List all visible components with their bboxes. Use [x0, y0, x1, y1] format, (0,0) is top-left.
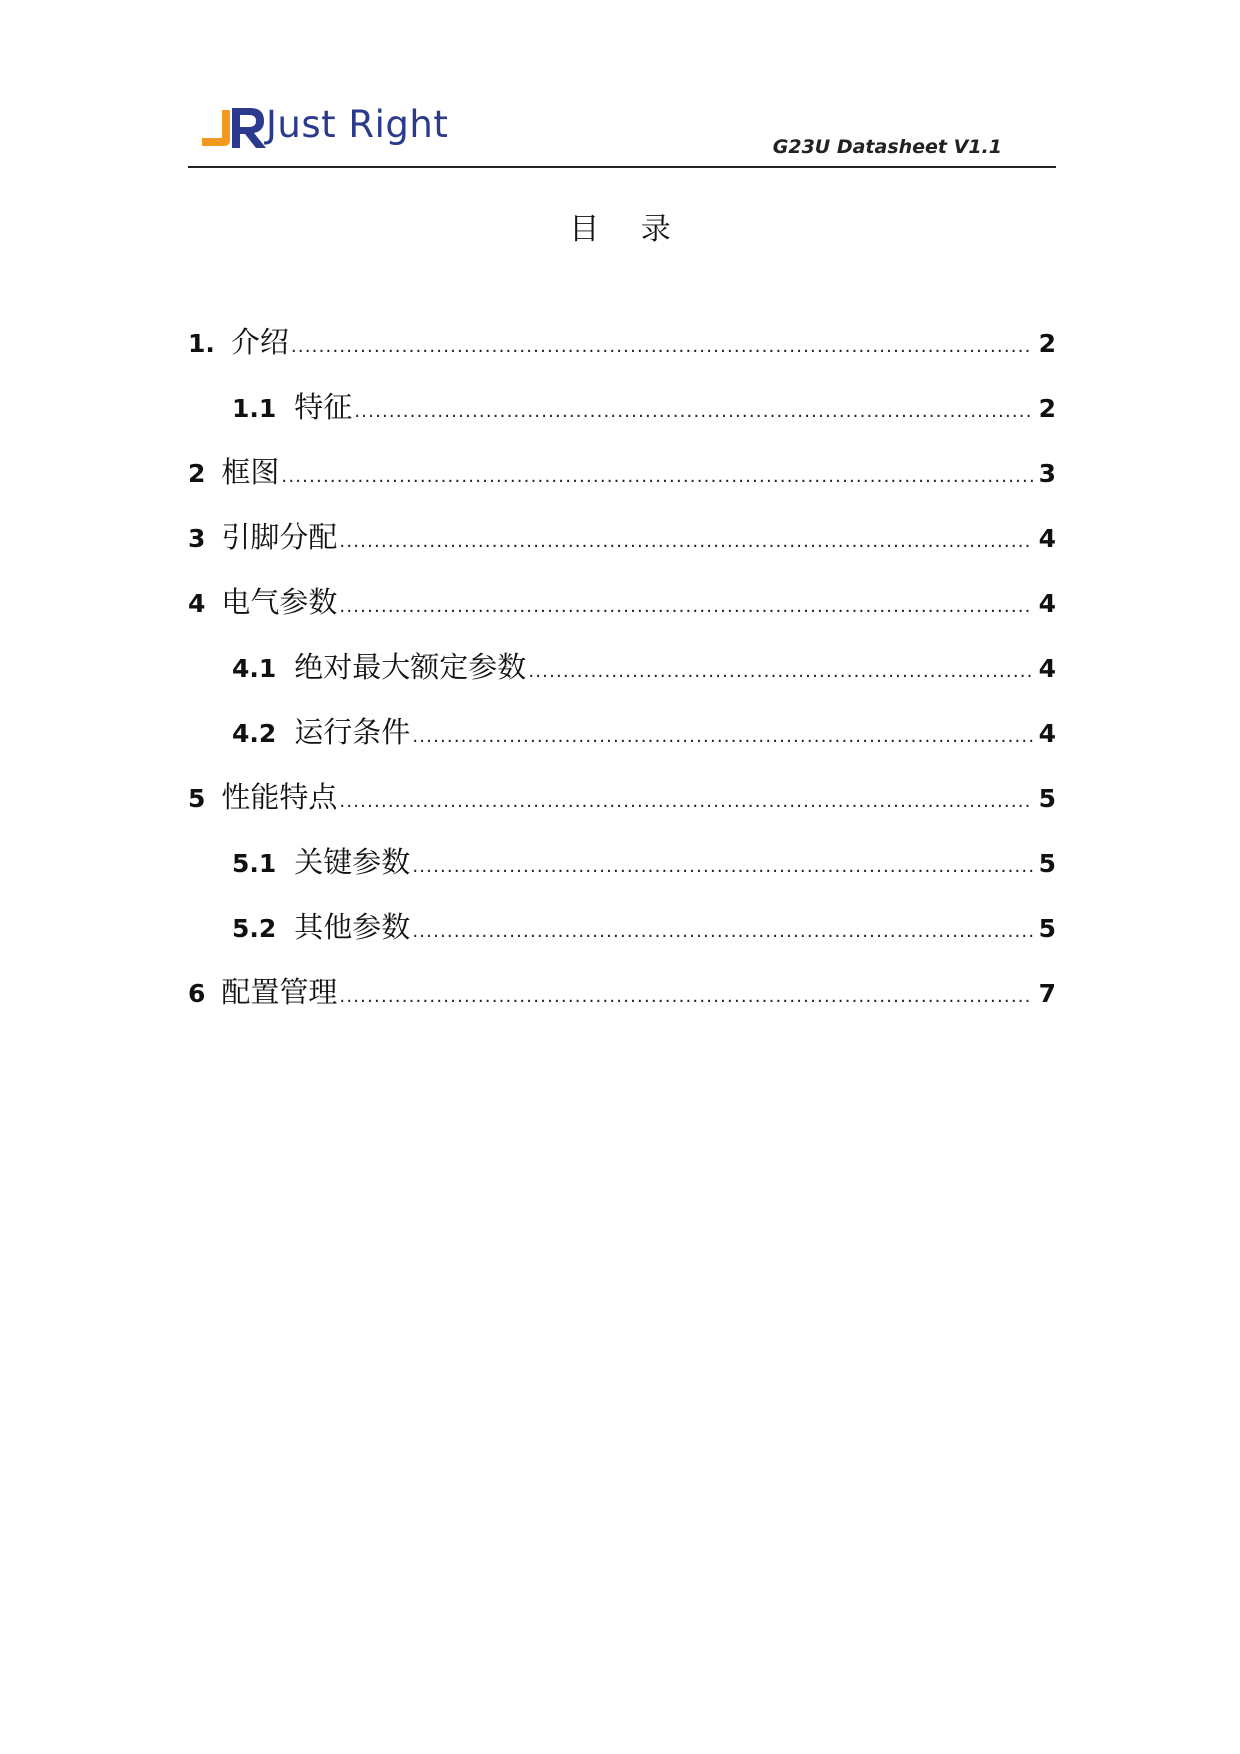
toc-entry-page: 5: [1038, 849, 1056, 878]
toc-entry-number: 1.1: [232, 394, 277, 423]
toc-entry-title: 配置管理: [221, 975, 338, 1009]
toc-dot-leader: [281, 457, 1032, 497]
toc-entry-number: 5.2: [232, 914, 277, 943]
toc-entry-number: 4.2: [232, 719, 277, 748]
toc-entry-page: 3: [1038, 459, 1056, 488]
brand-name: Just Right: [266, 103, 449, 146]
toc-entry-title: 电气参数: [221, 585, 338, 619]
toc-entry-page: 5: [1038, 914, 1056, 943]
just-right-logo-icon: [198, 104, 270, 152]
toc-entry-page: 7: [1038, 979, 1056, 1008]
toc-dot-leader: [339, 977, 1032, 1017]
toc-dot-leader: [339, 522, 1032, 562]
toc-entry-number: 5.1: [232, 849, 277, 878]
toc-entry[interactable]: [188, 907, 1056, 972]
toc-dot-leader: [339, 782, 1032, 822]
toc-entry-page: 4: [1038, 589, 1056, 618]
toc-entry[interactable]: [188, 387, 1056, 452]
toc-entry[interactable]: [188, 452, 1056, 517]
toc-entry-number: 4.1: [232, 654, 277, 683]
toc-entry-number: 4: [188, 589, 206, 618]
toc-entry-page: 4: [1038, 719, 1056, 748]
toc-entry-page: 2: [1038, 394, 1056, 423]
document-id: G23U Datasheet V1.1: [772, 136, 1002, 158]
toc-entry[interactable]: [188, 712, 1056, 777]
toc-entry-title: 绝对最大额定参数: [294, 650, 527, 684]
toc-dot-leader: [412, 717, 1032, 757]
toc-entry[interactable]: [188, 777, 1056, 842]
toc-entry-title: 框图: [221, 455, 280, 489]
toc-dot-leader: [412, 847, 1032, 887]
toc-title: 目 录: [569, 212, 687, 247]
toc-entry[interactable]: [188, 582, 1056, 647]
toc-entry-page: 5: [1038, 784, 1056, 813]
table-of-contents: [188, 322, 1056, 1037]
toc-entry-number: 5: [188, 784, 206, 813]
toc-entry-title: 引脚分配: [221, 520, 338, 554]
toc-entry-title: 介绍: [230, 325, 289, 359]
toc-dot-leader: [528, 652, 1032, 692]
toc-entry-page: 2: [1038, 329, 1056, 358]
toc-entry[interactable]: [188, 972, 1056, 1037]
toc-entry-number: 2: [188, 459, 206, 488]
toc-entry-page: 4: [1038, 654, 1056, 683]
toc-dot-leader: [354, 392, 1032, 432]
toc-entry[interactable]: [188, 322, 1056, 387]
toc-entry-title: 其他参数: [294, 910, 411, 944]
toc-entry-number: 1.: [188, 329, 215, 358]
toc-entry[interactable]: [188, 517, 1056, 582]
toc-dot-leader: [339, 587, 1032, 627]
page-header: [188, 98, 1056, 168]
toc-entry-title: 特征: [294, 390, 353, 424]
toc-dot-leader: [291, 327, 1033, 367]
toc-entry-title: 运行条件: [294, 715, 411, 749]
toc-dot-leader: [412, 912, 1032, 952]
toc-entry-number: 3: [188, 524, 206, 553]
toc-entry[interactable]: [188, 647, 1056, 712]
toc-entry-title: 性能特点: [221, 780, 338, 814]
toc-entry-number: 6: [188, 979, 206, 1008]
toc-entry-page: 4: [1038, 524, 1056, 553]
toc-entry-title: 关键参数: [294, 845, 411, 879]
toc-entry[interactable]: [188, 842, 1056, 907]
